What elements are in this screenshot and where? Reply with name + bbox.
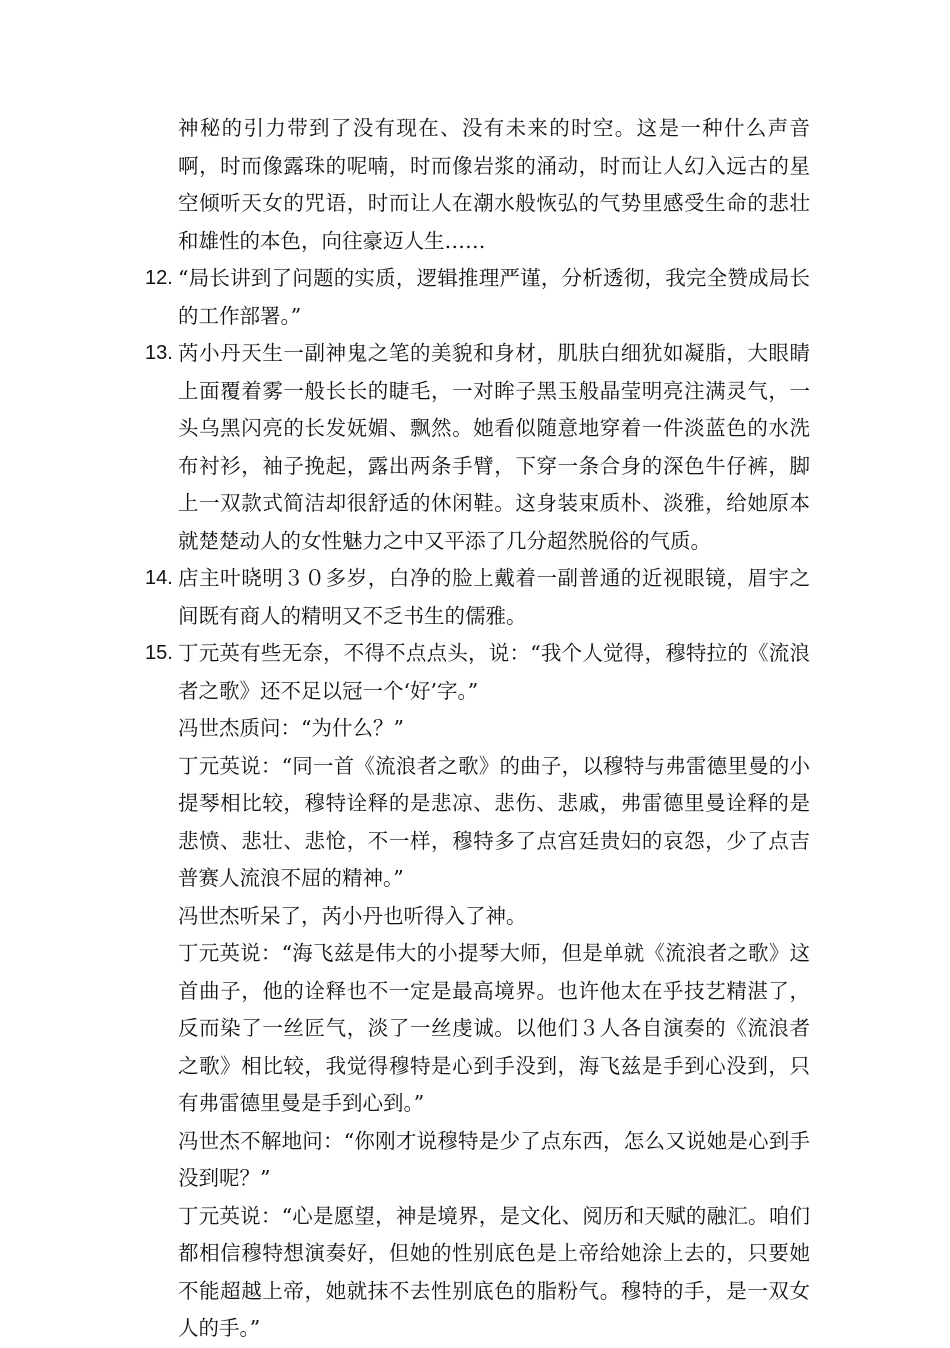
paragraph-text: 店主叶晓明３０多岁，白净的脸上戴着一副普通的近视眼镜，眉宇之间既有商人的精明又不乏书生的儒雅。 — [178, 566, 810, 628]
list-item-12 — [145, 260, 810, 335]
paragraph-text: 丁元英说：“同一首《流浪者之歌》的曲子，以穆特与弗雷德里曼的小提琴相比较，穆特诠释的是悲凉、悲伤、悲戚，弗雷德里曼诠释的是悲愤、悲壮、悲怆，不一样，穆特多了点宫廷贵妇的哀怨，少了点吉普赛人流浪不屈的精神。” — [178, 753, 810, 890]
paragraph-text: 冯世杰听呆了，芮小丹也听得入了神。 — [178, 903, 527, 928]
document-body — [145, 110, 810, 1348]
paragraph-text: 丁元英说：“心是愿望，神是境界，是文化、阅历和天赋的融汇。咱们都相信穆特想演奏好，但她的性别底色是上帝给她涂上去的，只要她不能超越上帝，她就抹不去性别底色的脂粉气。穆特的手，是一双女人的手。” — [178, 1203, 810, 1340]
list-number: 15. — [145, 642, 173, 664]
paragraph-text: 芮小丹天生一副神鬼之笔的美貌和身材，肌肤白细犹如凝脂，大眼睛上面覆着雾一般长长的睫毛，一对眸子黑玉般晶莹明亮注满灵气，一头乌黑闪亮的长发妩媚、飘然。她看似随意地穿着一件淡蓝色的水洗布衬衫，袖子挽起，露出两条手臂，下穿一条合身的深色牛仔裤，脚上一双款式简洁却很舒适的休闲鞋。这身装束质朴、淡雅，给她原本就楚楚动人的女性魅力之中又平添了几分超然脱俗的气质。 — [178, 341, 810, 553]
paragraph-text: 冯世杰不解地问：“你刚才说穆特是少了点东西，怎么又说她是心到手没到呢？” — [178, 1128, 810, 1190]
list-item-14 — [145, 560, 810, 635]
continuation-paragraph — [145, 110, 810, 260]
paragraph-text: 丁元英有些无奈，不得不点点头，说：“我个人觉得，穆特拉的《流浪者之歌》还不足以冠一个‘好’字。” — [178, 641, 810, 703]
list-number: 12. — [145, 267, 173, 289]
list-item-13 — [145, 335, 810, 560]
paragraph-text: 神秘的引力带到了没有现在、没有未来的时空。这是一种什么声音啊，时而像露珠的呢喃，时而像岩浆的涌动，时而让人幻入远古的星空倾听天女的咒语，时而让人在潮水般恢弘的气势里感受生命的悲壮和雄性的本色，向往豪迈人生…… — [178, 116, 810, 253]
paragraph-text: 丁元英说：“海飞兹是伟大的小提琴大师，但是单就《流浪者之歌》这首曲子，他的诠释也不一定是最高境界。也许他太在乎技艺精湛了，反而染了一丝匠气，淡了一丝虔诚。以他们３人各自演奏的《流浪者之歌》相比较，我觉得穆特是心到手没到，海飞兹是手到心没到，只有弗雷德里曼是手到心到。” — [178, 941, 810, 1115]
list-number: 14. — [145, 567, 173, 589]
list-number: 13. — [145, 342, 173, 364]
paragraph-text: 冯世杰质问：“为什么？” — [178, 716, 404, 740]
paragraph-text: “局长讲到了问题的实质，逻辑推理严谨，分析透彻，我完全赞成局长的工作部署。” — [178, 266, 810, 328]
list-item-15 — [145, 635, 810, 1348]
